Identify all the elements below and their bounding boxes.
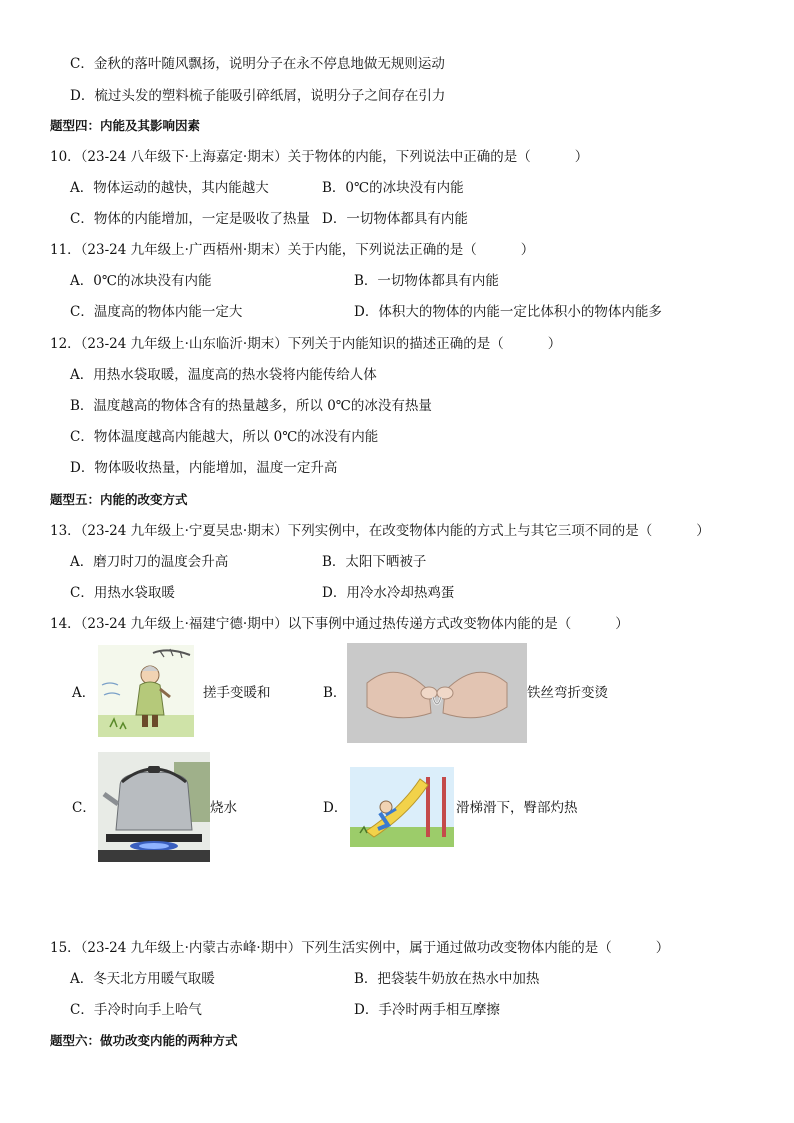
section-heading-6: 题型六：做功改变内能的两种方式 <box>50 1033 238 1048</box>
question-14-option-a-text: 搓手变暖和 <box>203 685 271 701</box>
question-paren-close: ） <box>655 940 670 956</box>
question-paren-close: ） <box>574 149 589 165</box>
question-paren-close: ） <box>520 242 535 258</box>
question-10-stem <box>50 147 588 167</box>
question-12-stem <box>50 334 561 354</box>
question-15-option-a: A．冬天北方用暖气取暖 <box>70 971 215 987</box>
question-10-option-c: C．物体的内能增加，一定是吸收了热量 <box>70 211 310 227</box>
question-14-option-a-label: A． <box>72 685 96 701</box>
question-10-option-a: A．物体运动的越快，其内能越大 <box>70 180 269 196</box>
question-stem-text: 15．（23-24 九年级上·内蒙古赤峰·期中）下列生活实例中，属于通过做功改变物体内能的是（ <box>50 940 612 956</box>
kettle-on-stove-picture <box>98 752 210 862</box>
question-13-option-c: C．用热水袋取暖 <box>70 585 175 601</box>
question-13-option-a: A．磨刀时刀的温度会升高 <box>70 554 229 570</box>
question-15-option-c: C．手冷时向手上哈气 <box>70 1002 202 1018</box>
option-d-carryover: D．梳过头发的塑料梳子能吸引碎纸屑，说明分子之间存在引力 <box>70 88 446 104</box>
question-11-option-b: B．一切物体都具有内能 <box>354 273 499 289</box>
child-on-slide-picture <box>350 767 454 847</box>
section-heading-5: 题型五：内能的改变方式 <box>50 492 188 507</box>
question-14-option-b-text: 铁丝弯折变烫 <box>527 685 608 701</box>
question-11-option-d: D．体积大的物体的内能一定比体积小的物体内能多 <box>354 304 662 320</box>
question-14-option-c-text: 烧水 <box>210 800 237 816</box>
question-stem-text: 10．（23-24 八年级下·上海嘉定·期末）关于物体的内能，下列说法中正确的是（ <box>50 149 531 165</box>
question-12-option-c: C．物体温度越高内能越大，所以 0℃的冰没有内能 <box>70 429 379 445</box>
question-14-option-d-text: 滑梯滑下，臀部灼热 <box>456 800 578 816</box>
question-13-option-b: B．太阳下晒被子 <box>322 554 427 570</box>
question-14-option-c-label: C． <box>72 800 96 816</box>
question-11-stem <box>50 240 534 260</box>
hands-bending-wire-picture <box>347 643 527 743</box>
question-15-stem <box>50 938 669 958</box>
question-13-option-d: D．用冷水冷却热鸡蛋 <box>322 585 455 601</box>
question-14-stem <box>50 614 629 634</box>
question-12-option-a: A．用热水袋取暖，温度高的热水袋将内能传给人体 <box>70 367 377 383</box>
question-15-option-d: D．手冷时两手相互摩擦 <box>354 1002 500 1018</box>
question-paren-close: ） <box>547 336 562 352</box>
question-stem-text: 11．（23-24 九年级上·广西梧州·期末）关于内能，下列说法正确的是（ <box>50 242 477 258</box>
question-14-option-d-label: D． <box>323 800 348 816</box>
option-c-carryover: C．金秋的落叶随风飘扬，说明分子在永不停息地做无规则运动 <box>70 56 445 72</box>
question-stem-text: 12．（23-24 九年级上·山东临沂·期末）下列关于内能知识的描述正确的是（ <box>50 336 504 352</box>
question-13-stem <box>50 521 710 541</box>
question-15-option-b: B．把袋装牛奶放在热水中加热 <box>354 971 540 987</box>
question-12-option-d: D．物体吸收热量，内能增加，温度一定升高 <box>70 460 338 476</box>
question-14-option-b-label: B． <box>323 685 347 701</box>
question-11-option-c: C．温度高的物体内能一定大 <box>70 304 243 320</box>
question-paren-close: ） <box>615 616 629 632</box>
question-10-option-b: B．0℃的冰块没有内能 <box>322 180 464 196</box>
question-stem-text: 13．（23-24 九年级上·宁夏吴忠·期末）下列实例中，在改变物体内能的方式上与其它三项不同的是（ <box>50 523 653 539</box>
question-stem-text: 14．（23-24 九年级上·福建宁德·期中）以下事例中通过热传递方式改变物体内能的是（ <box>50 616 572 632</box>
question-11-option-a: A．0℃的冰块没有内能 <box>70 273 212 289</box>
question-paren-close: ） <box>696 523 710 539</box>
question-10-option-d: D．一切物体都具有内能 <box>322 211 468 227</box>
section-heading-4: 题型四：内能及其影响因素 <box>50 118 201 133</box>
old-woman-windy-picture <box>98 645 194 737</box>
question-12-option-b: B．温度越高的物体含有的热量越多，所以 0℃的冰没有热量 <box>70 398 432 414</box>
